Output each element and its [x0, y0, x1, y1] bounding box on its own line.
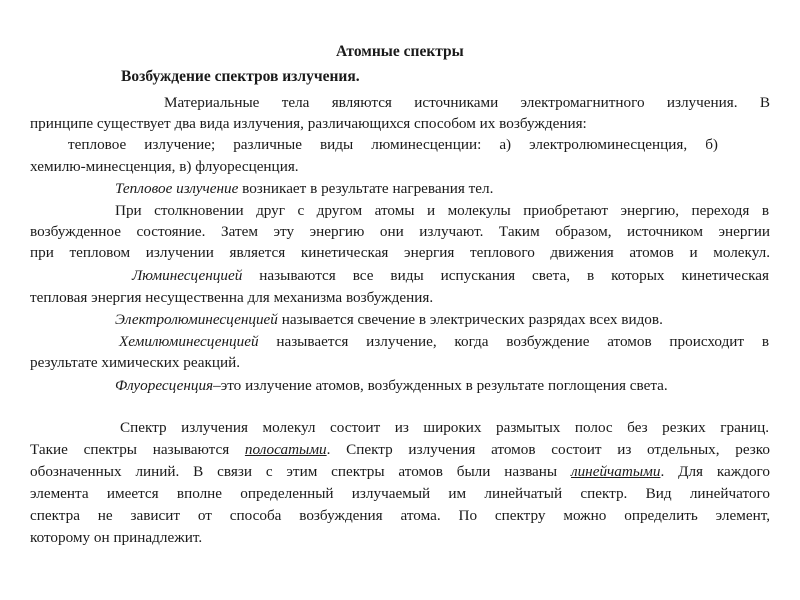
- spectrum-line-3-start: обозначенных линий. В связи с этим спектры атомов были названы: [30, 463, 571, 480]
- chemiluminescence-term: Хемилюминесценцией: [119, 333, 259, 350]
- collision-line-3: при тепловом излучении является кинетическая энергия теплового движения атомов и молекул.: [30, 244, 770, 261]
- thermal-radiation-term: Тепловое излучение: [115, 180, 239, 197]
- page-subtitle: Возбуждение спектров излучения.: [121, 68, 360, 85]
- luminescence-term: Люминесценцией: [132, 267, 243, 284]
- electroluminescence-text: называется свечение в электрических разрядах всех видов.: [277, 311, 663, 328]
- spectrum-line-3: [30, 462, 770, 482]
- spectrum-line-2-end: . Спектр излучения атомов состоит из отдельных, резко: [326, 441, 770, 458]
- luminescence-text: называются все виды испускания света, в которых кинетическая: [242, 267, 769, 284]
- spectrum-line-6: которому он принадлежит.: [30, 529, 203, 546]
- electroluminescence-term: Электролюминесценцией: [115, 311, 278, 328]
- spectrum-line-1: Спектр излучения молекул состоит из широких размытых полос без резких границ.: [120, 419, 769, 436]
- fluorescence-text: –это излучение атомов, возбужденных в результате поглощения света.: [213, 377, 668, 394]
- chemiluminescence-line-2: результате химических реакций.: [30, 354, 241, 371]
- line-term: линейчатыми: [570, 463, 661, 480]
- luminescence-line-1: [132, 266, 769, 286]
- page-title: Атомные спектры: [336, 43, 464, 60]
- collision-line-1: При столкновении друг с другом атомы и молекулы приобретают энергию, переходя в: [115, 202, 769, 219]
- fluorescence-term: Флуоресценция: [115, 377, 214, 394]
- chemiluminescence-line-1: [119, 332, 769, 352]
- paragraph-intro-line-1: Материальные тела являются источниками электромагнитного излучения. В: [164, 94, 770, 111]
- luminescence-line-2: тепловая энергия несущественна для механизма возбуждения.: [30, 289, 434, 306]
- paragraph-intro-line-4: хемилю-минесценция, в) флуоресценция.: [30, 158, 299, 175]
- paragraph-intro-line-2: принципе существует два вида излучения, различающихся способом их возбуждения:: [30, 115, 587, 132]
- spectrum-line-5: спектра не зависит от способа возбуждения атома. По спектру можно определить элемент,: [30, 507, 770, 524]
- fluorescence-line: [115, 376, 668, 396]
- thermal-radiation-line: [115, 179, 493, 199]
- thermal-radiation-text: возникает в результате нагревания тел.: [238, 180, 494, 197]
- electroluminescence-line: [115, 310, 663, 330]
- chemiluminescence-text: называется излучение, когда возбуждение атомов происходит в: [258, 333, 769, 350]
- collision-line-2: возбужденное состояние. Затем эту энергию они излучают. Таким образом, источником энергии: [30, 223, 770, 240]
- paragraph-intro-line-3: тепловое излучение; различные виды люминесценции: а) электролюминесценция, б): [68, 136, 718, 153]
- spectrum-line-3-end: . Для каждого: [660, 463, 770, 480]
- banded-term: полосатыми: [244, 441, 327, 458]
- spectrum-line-2: [30, 440, 770, 460]
- spectrum-line-2-start: Такие спектры называются: [30, 441, 245, 458]
- spectrum-line-4: элемента имеется вполне определенный излучаемый им линейчатый спектр. Вид линейчатого: [30, 485, 770, 502]
